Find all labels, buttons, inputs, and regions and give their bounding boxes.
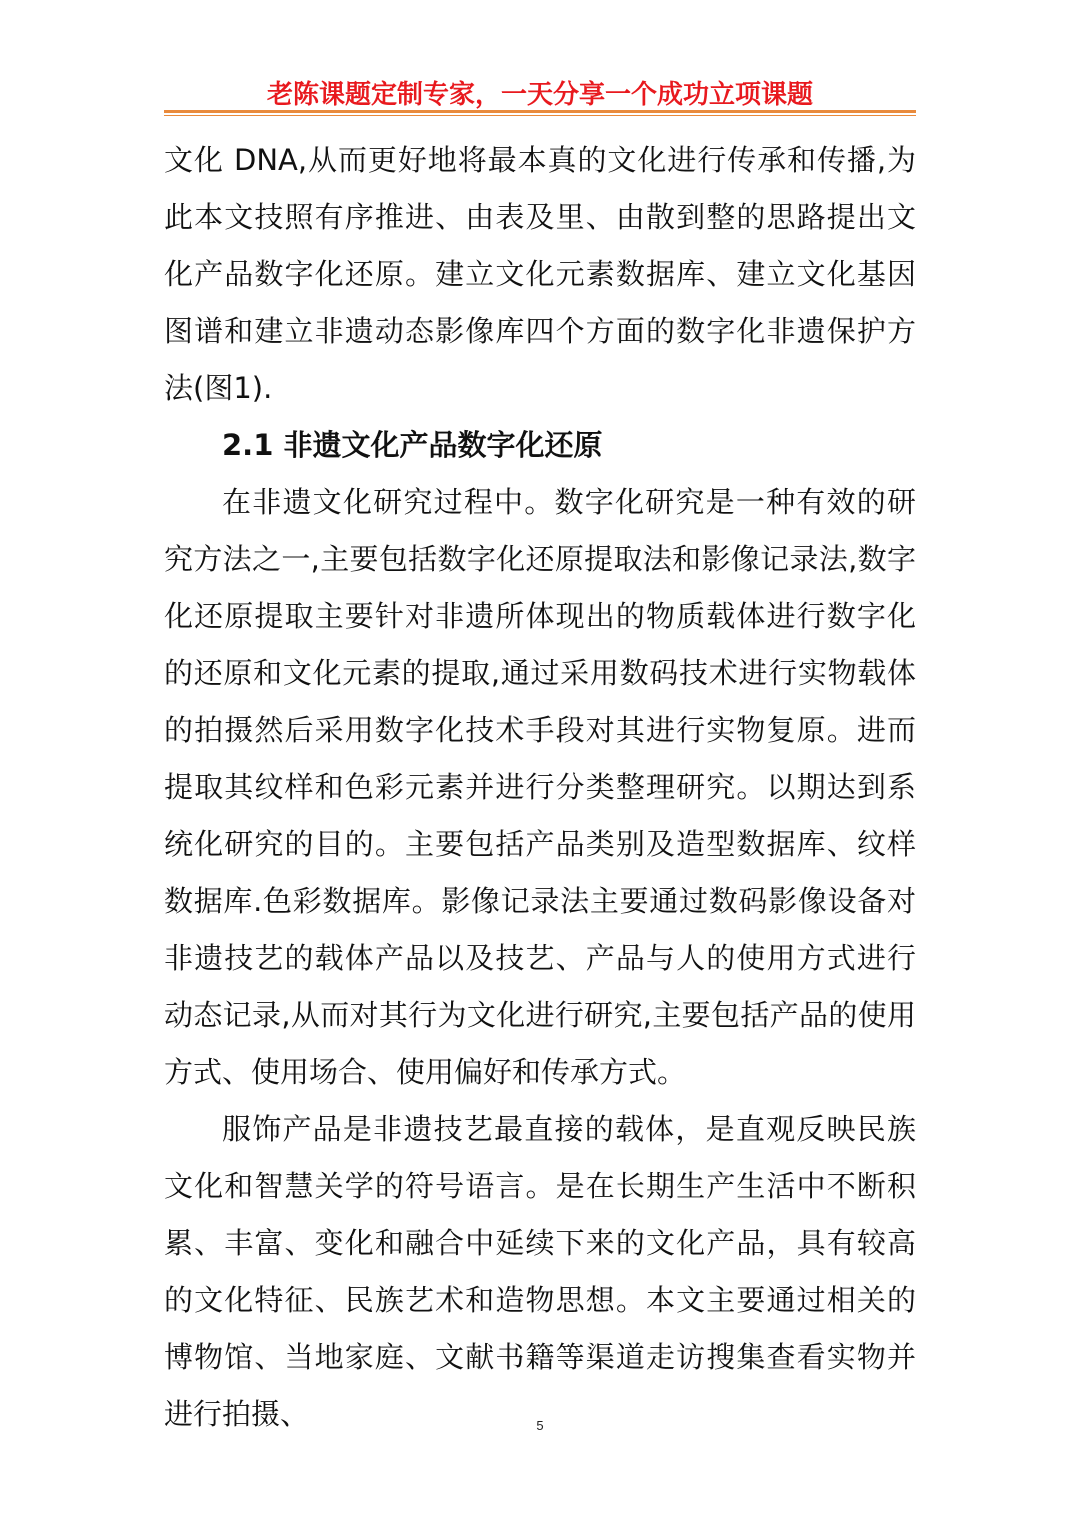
paragraph: 服饰产品是非遗技艺最直接的载体，是直观反映民族文化和智慧关学的符号语言。是在长期生产生活中不断积累、丰富、变化和融合中延续下来的文化产品，具有较高的文化特征、民族艺术和造物思想。本文主要通过相关的博物馆、当地家庭、文献书籍等渠道走访搜集查看实物并进行拍摄、 — [164, 1112, 916, 1431]
paragraph: 在非遗文化研究过程中。数字化研究是一种有效的研究方法之一,主要包括数字化还原提取法和影像记录法,数字化还原提取主要针对非遗所体现出的物质载体进行数字化的还原和文化元素的提取,通过采用数码技术进行实物载体的拍摄然后采用数字化技术手段对其进行实物复原。进而提取其纹样和色彩元素并进行分类整理研究。以期达到系统化研究的目的。主要包括产品类别及造型数据库、纹样数据库.色彩数据库。影像记录法主要通过数码影像设备对非遗技艺的载体产品以及技艺、产品与人的使用方式进行动态记录,从而对其行为文化进行研究,主要包括产品的使用方式、使用场合、使用偏好和传承方式。 — [164, 485, 916, 1089]
header-rule-thin — [164, 115, 916, 116]
document-body — [164, 132, 916, 1443]
page-number: 5 — [536, 1418, 544, 1433]
paragraph-continuation: 文化 DNA,从而更好地将最本真的文化进行传承和传播,为此本文技照有序推进、由表及里、由散到整的思路提出文化产品数字化还原。建立文化元素数据库、建立文化基因图谱和建立非遗动态影像库四个方面的数字化非遗保护方法(图1). — [164, 143, 916, 405]
page-header-title: 老陈课题定制专家，一天分享一个成功立项课题 — [266, 80, 813, 110]
section-heading: 2.1 非遗文化产品数字化还原 — [222, 428, 603, 462]
header-rule-thick — [164, 110, 916, 113]
